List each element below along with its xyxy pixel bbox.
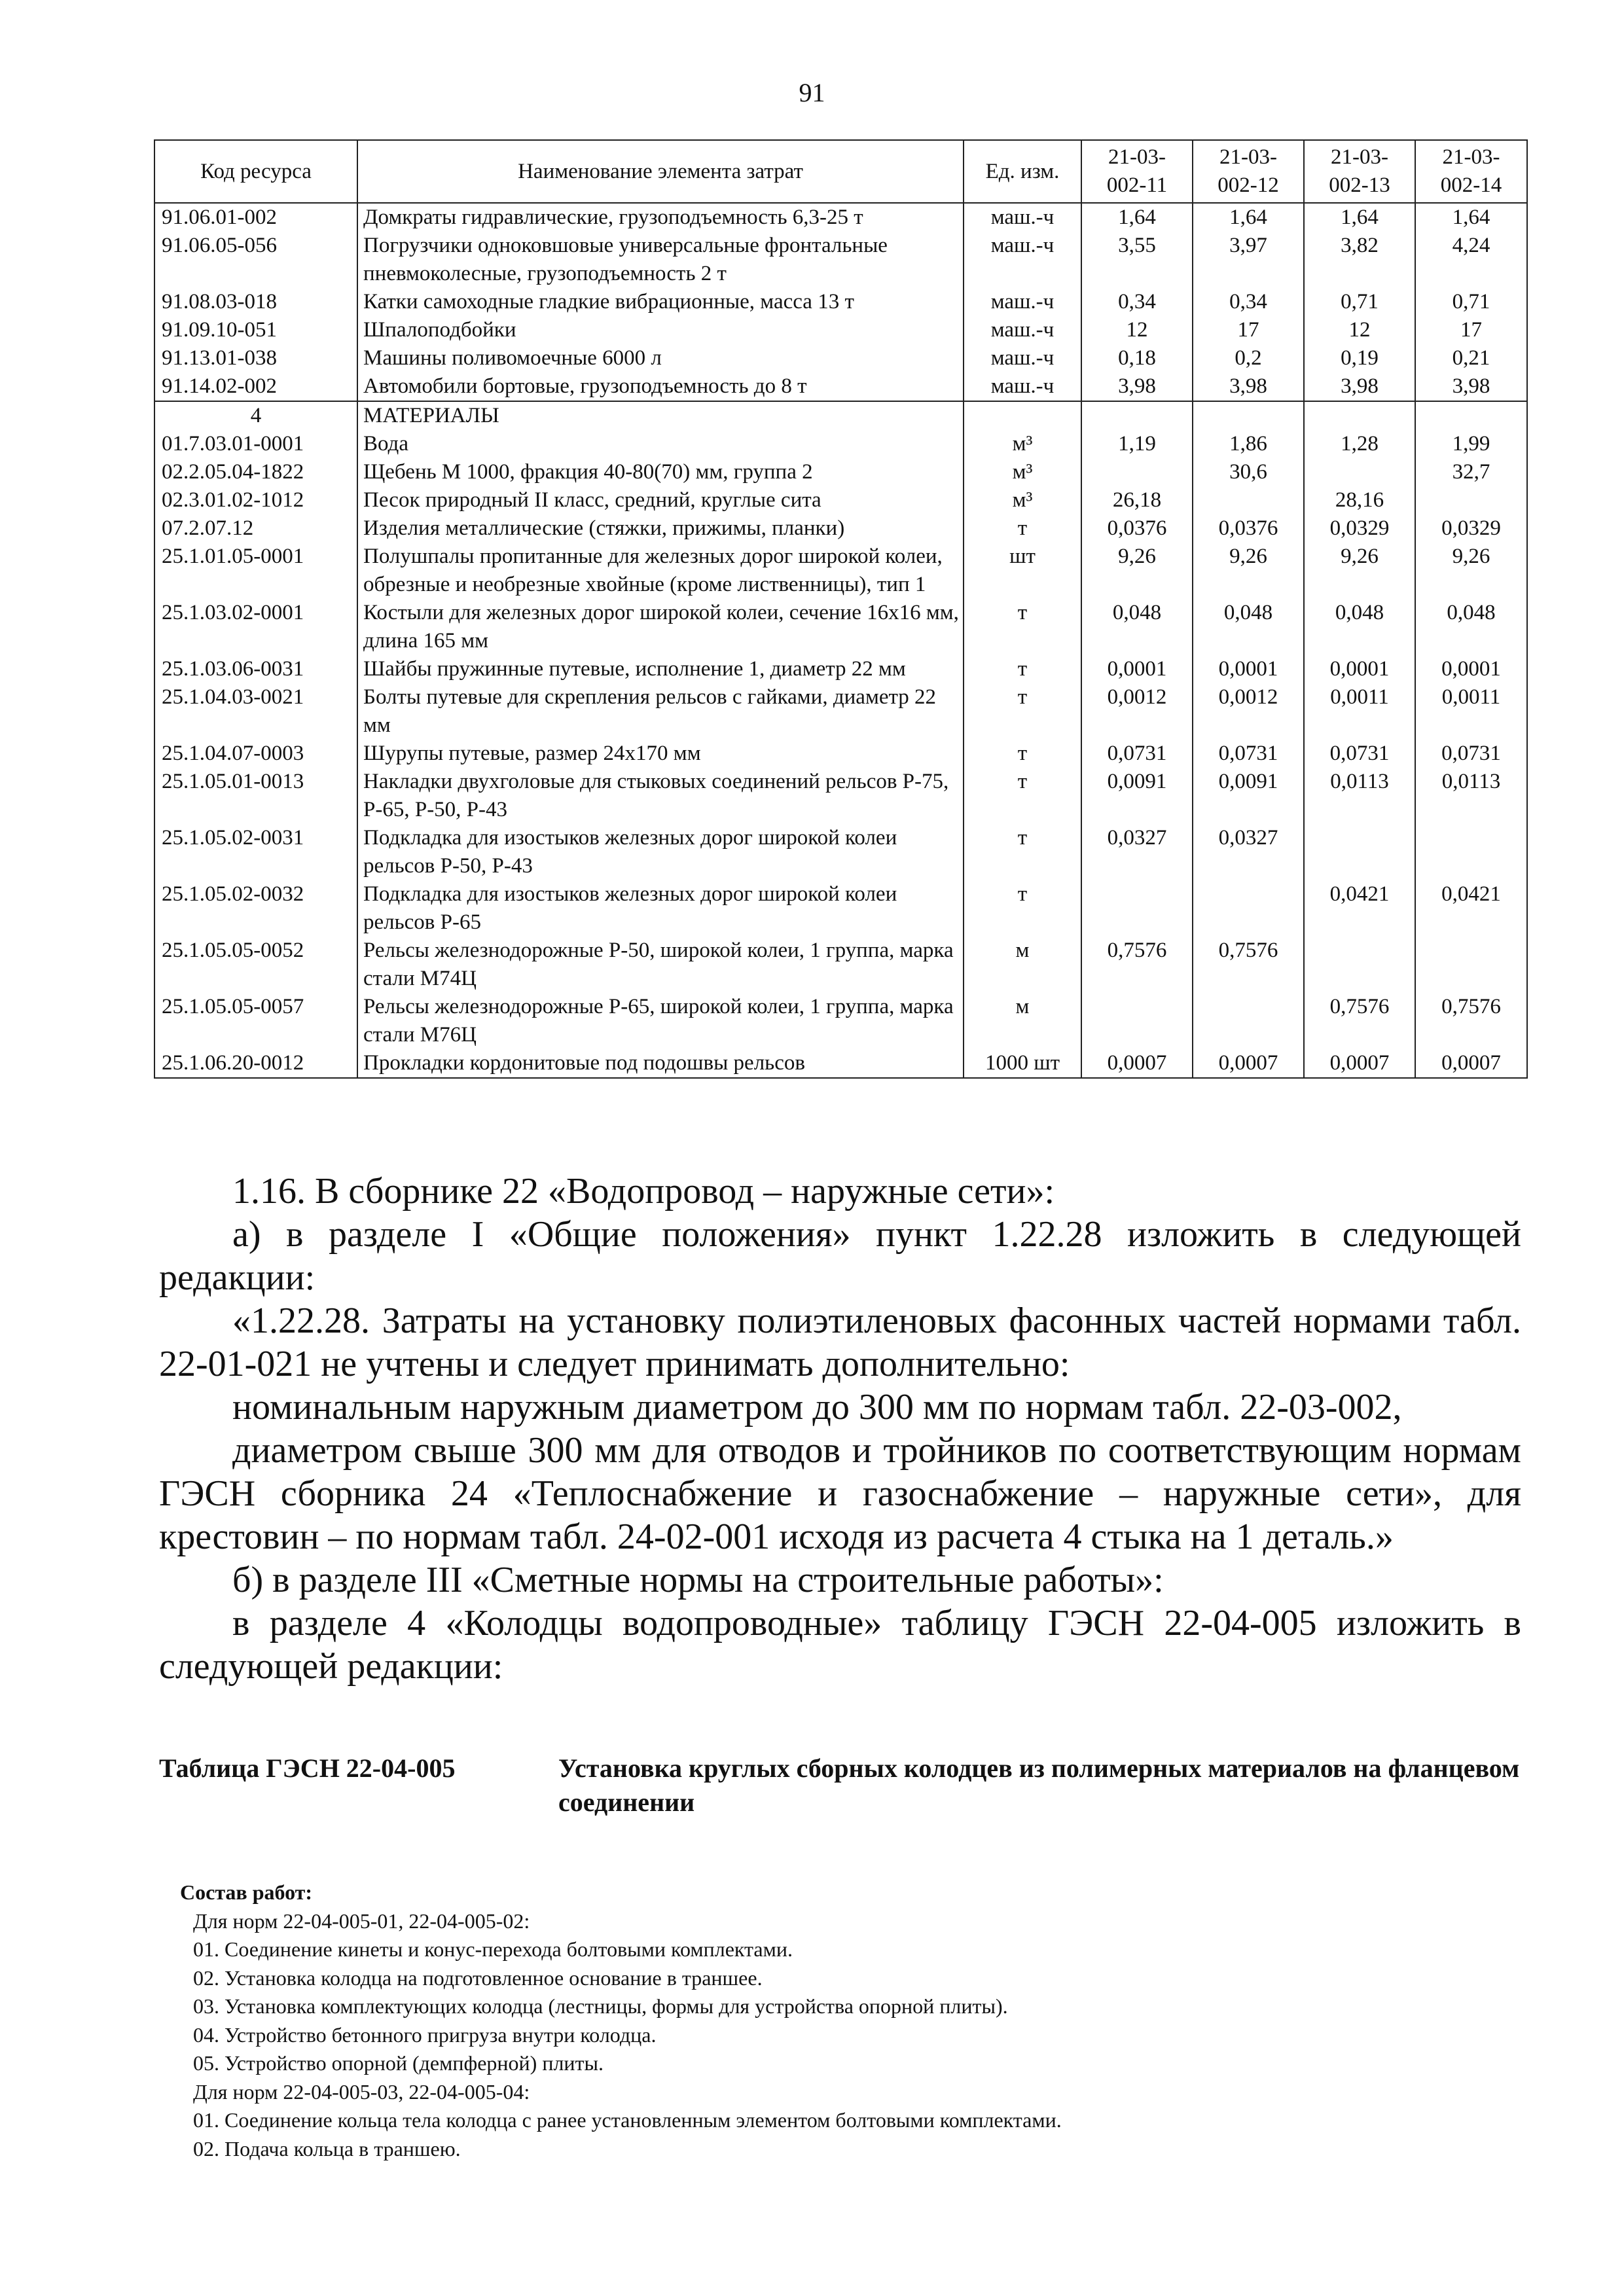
- cell-value-2: 1,64: [1193, 203, 1304, 232]
- table-row: [154, 880, 1527, 937]
- table-row: [154, 486, 1527, 514]
- cell-code: 25.1.01.05-0001: [154, 543, 357, 599]
- cell-code: 25.1.03.02-0001: [154, 599, 357, 655]
- cell-code: 25.1.03.06-0031: [154, 655, 357, 683]
- cell-name: Рельсы железнодорожные Р-50, широкой колеи, 1 группа, марка стали М74Ц: [357, 937, 964, 993]
- cell-name: Костыли для железных дорог широкой колеи, сечение 16х16 мм, длина 165 мм: [357, 599, 964, 655]
- cell-value-2: 0,0007: [1193, 1049, 1304, 1078]
- cell-unit: т: [964, 824, 1081, 880]
- cell-unit: т: [964, 880, 1081, 937]
- cell-value-2: 0,0376: [1193, 514, 1304, 543]
- cell-code: 25.1.04.03-0021: [154, 683, 357, 740]
- header-code: Код ресурса: [154, 140, 357, 203]
- cell-value-3: 0,0421: [1304, 880, 1415, 937]
- cell-value-2: 3,98: [1193, 372, 1304, 401]
- table-row: [154, 599, 1527, 655]
- cell-unit: т: [964, 655, 1081, 683]
- cell-value-4: 0,0329: [1415, 514, 1527, 543]
- cell-value-4: 0,71: [1415, 288, 1527, 316]
- cell-value-1: 0,0012: [1081, 683, 1193, 740]
- cell-value-3: 0,048: [1304, 599, 1415, 655]
- cell-name: Вода: [357, 430, 964, 458]
- cell-unit: маш.-ч: [964, 203, 1081, 232]
- cell-value-4: [1415, 824, 1527, 880]
- table-row: [154, 683, 1527, 740]
- cell-value-3: 0,71: [1304, 288, 1415, 316]
- cell-code: 07.2.07.12: [154, 514, 357, 543]
- cell-value-3: 1,64: [1304, 203, 1415, 232]
- list-item: Для норм 22-04-005-03, 22-04-005-04:: [193, 2079, 530, 2104]
- cell-code: 01.7.03.01-0001: [154, 430, 357, 458]
- cell-value-1: 9,26: [1081, 543, 1193, 599]
- cell-value-3: [1304, 401, 1415, 430]
- cell-value-4: 0,0001: [1415, 655, 1527, 683]
- cell-name: Изделия металлические (стяжки, прижимы, планки): [357, 514, 964, 543]
- cell-value-3: 0,0731: [1304, 740, 1415, 768]
- cell-value-4: 0,7576: [1415, 993, 1527, 1049]
- cell-name: Накладки двухголовые для стыковых соединений рельсов Р-75, Р-65, Р-50, Р-43: [357, 768, 964, 824]
- cell-value-1: 0,048: [1081, 599, 1193, 655]
- list-item: 03. Установка комплектующих колодца (лестницы, формы для устройства опорной плиты).: [193, 1994, 1008, 2018]
- table-row: [154, 372, 1527, 401]
- cell-value-3: [1304, 824, 1415, 880]
- cell-value-3: 9,26: [1304, 543, 1415, 599]
- cell-name: МАТЕРИАЛЫ: [357, 401, 964, 430]
- paragraph: «1.22.28. Затраты на установку полиэтиленовых фасонных частей нормами табл. 22-01-021 не учтены и следует принимать дополнительно:: [159, 1300, 1521, 1384]
- list-item: 01. Соединение кинеты и конус-перехода болтовыми комплектами.: [193, 1937, 793, 1961]
- cell-name: Болты путевые для скрепления рельсов с гайками, диаметр 22 мм: [357, 683, 964, 740]
- table-row: [154, 316, 1527, 344]
- cell-value-4: 0,0113: [1415, 768, 1527, 824]
- paragraph: а) в разделе I «Общие положения» пункт 1.22.28 изложить в следующей редакции:: [159, 1214, 1521, 1298]
- table-caption-number: Таблица ГЭСН 22-04-005: [159, 1753, 456, 1783]
- header-unit: Ед. изм.: [964, 140, 1081, 203]
- table-row: [154, 344, 1527, 372]
- cell-value-2: [1193, 993, 1304, 1049]
- cell-value-1: 0,0091: [1081, 768, 1193, 824]
- cell-name: Подкладка для изостыков железных дорог широкой колеи рельсов Р-65: [357, 880, 964, 937]
- cell-value-4: 0,0007: [1415, 1049, 1527, 1078]
- cell-value-1: [1081, 880, 1193, 937]
- table-caption-title: Установка круглых сборных колодцев из полимерных материалов на фланцевом соединении: [558, 1753, 1520, 1817]
- table-row: [154, 288, 1527, 316]
- cell-value-2: 30,6: [1193, 458, 1304, 486]
- body-text: [159, 1170, 1521, 1688]
- cell-unit: м³: [964, 458, 1081, 486]
- cell-value-4: [1415, 401, 1527, 430]
- cell-code: 25.1.05.02-0031: [154, 824, 357, 880]
- table-row: [154, 740, 1527, 768]
- cell-value-3: 12: [1304, 316, 1415, 344]
- cell-name: Шурупы путевые, размер 24х170 мм: [357, 740, 964, 768]
- cell-unit: т: [964, 514, 1081, 543]
- cell-code: 25.1.05.02-0032: [154, 880, 357, 937]
- cell-value-3: 3,82: [1304, 232, 1415, 288]
- cell-unit: маш.-ч: [964, 316, 1081, 344]
- cell-unit: т: [964, 768, 1081, 824]
- list-item: 04. Устройство бетонного пригруза внутри колодца.: [193, 2022, 657, 2047]
- cell-value-4: [1415, 937, 1527, 993]
- cell-value-1: 1,64: [1081, 203, 1193, 232]
- paragraph: 1.16. В сборнике 22 «Водопровод – наружные сети»:: [232, 1171, 1055, 1211]
- cell-value-3: 0,0329: [1304, 514, 1415, 543]
- cell-value-1: [1081, 401, 1193, 430]
- cell-unit: маш.-ч: [964, 344, 1081, 372]
- cell-value-3: 0,0007: [1304, 1049, 1415, 1078]
- cell-value-3: 0,0001: [1304, 655, 1415, 683]
- cell-value-1: 0,0327: [1081, 824, 1193, 880]
- cell-value-2: 0,0001: [1193, 655, 1304, 683]
- cell-value-4: 0,048: [1415, 599, 1527, 655]
- cell-value-2: [1193, 401, 1304, 430]
- cell-code: 91.13.01-038: [154, 344, 357, 372]
- cell-value-3: 0,0113: [1304, 768, 1415, 824]
- table-row: [154, 937, 1527, 993]
- header-col-1: 21-03- 002-11: [1081, 140, 1193, 203]
- cell-name: Шпалоподбойки: [357, 316, 964, 344]
- list-item: Для норм 22-04-005-01, 22-04-005-02:: [193, 1909, 530, 1933]
- work-composition-header: Состав работ:: [180, 1880, 313, 1904]
- cell-value-2: 9,26: [1193, 543, 1304, 599]
- cell-value-4: 1,99: [1415, 430, 1527, 458]
- cell-value-1: 0,7576: [1081, 937, 1193, 993]
- cell-value-3: 0,7576: [1304, 993, 1415, 1049]
- cell-name: Прокладки кордонитовые под подошвы рельсов: [357, 1049, 964, 1078]
- cell-value-1: 12: [1081, 316, 1193, 344]
- cell-code: 91.06.01-002: [154, 203, 357, 232]
- cell-name: Автомобили бортовые, грузоподъемность до 8 т: [357, 372, 964, 401]
- cell-value-2: [1193, 486, 1304, 514]
- cell-unit: 1000 шт: [964, 1049, 1081, 1078]
- cell-value-2: 3,97: [1193, 232, 1304, 288]
- cell-code: 91.09.10-051: [154, 316, 357, 344]
- cell-value-2: 0,7576: [1193, 937, 1304, 993]
- paragraph: диаметром свыше 300 мм для отводов и тройников по соответствующим нормам ГЭСН сборника 24 «Теплоснабжение и газоснабжение – наружные сети», для крестовин – по нормам табл. 24-02-001 исходя из расчета 4 стыка на 1 деталь.»: [159, 1430, 1521, 1557]
- paragraph: в разделе 4 «Колодцы водопроводные» таблицу ГЭСН 22-04-005 изложить в следующей редакции:: [159, 1603, 1521, 1687]
- paragraph: номинальным наружным диаметром до 300 мм по нормам табл. 22-03-002,: [232, 1387, 1402, 1427]
- cell-value-4: 0,0731: [1415, 740, 1527, 768]
- cell-value-4: 17: [1415, 316, 1527, 344]
- cell-value-4: [1415, 486, 1527, 514]
- header-col-2: 21-03- 002-12: [1193, 140, 1304, 203]
- cell-code: 4: [154, 401, 357, 430]
- table-row: [154, 1049, 1527, 1078]
- cell-unit: шт: [964, 543, 1081, 599]
- cell-unit: м³: [964, 430, 1081, 458]
- cell-code: 02.3.01.02-1012: [154, 486, 357, 514]
- cell-name: Машины поливомоечные 6000 л: [357, 344, 964, 372]
- cell-value-4: 0,21: [1415, 344, 1527, 372]
- table-row: [154, 543, 1527, 599]
- cell-value-3: 28,16: [1304, 486, 1415, 514]
- cell-code: 91.08.03-018: [154, 288, 357, 316]
- cell-value-1: [1081, 993, 1193, 1049]
- list-item: 02. Подача кольца в траншею.: [193, 2136, 461, 2161]
- cell-unit: т: [964, 740, 1081, 768]
- cell-value-1: 0,0731: [1081, 740, 1193, 768]
- cell-value-4: 0,0421: [1415, 880, 1527, 937]
- cell-value-3: 0,19: [1304, 344, 1415, 372]
- cell-value-3: 1,28: [1304, 430, 1415, 458]
- cell-value-4: 9,26: [1415, 543, 1527, 599]
- table-row: [154, 768, 1527, 824]
- cell-name: Песок природный II класс, средний, круглые сита: [357, 486, 964, 514]
- cell-value-4: 1,64: [1415, 203, 1527, 232]
- cell-unit: т: [964, 599, 1081, 655]
- cell-unit: маш.-ч: [964, 288, 1081, 316]
- cell-name: Погрузчики одноковшовые универсальные фронтальные пневмоколесные, грузоподъемность 2 т: [357, 232, 964, 288]
- list-item: 01. Соединение кольца тела колодца с ранее установленным элементом болтовыми комплектами.: [193, 2108, 1062, 2132]
- table-row: [154, 824, 1527, 880]
- table-row: [154, 401, 1527, 430]
- cell-value-2: [1193, 880, 1304, 937]
- table-row: [154, 514, 1527, 543]
- cell-value-2: 0,0731: [1193, 740, 1304, 768]
- cell-value-1: 0,34: [1081, 288, 1193, 316]
- cell-code: 91.06.05-056: [154, 232, 357, 288]
- cell-value-2: 0,0091: [1193, 768, 1304, 824]
- cell-value-2: 0,2: [1193, 344, 1304, 372]
- cell-value-2: 0,0012: [1193, 683, 1304, 740]
- cell-value-3: [1304, 458, 1415, 486]
- cell-value-2: 0,048: [1193, 599, 1304, 655]
- cell-value-3: 0,0011: [1304, 683, 1415, 740]
- cell-value-3: [1304, 937, 1415, 993]
- cell-unit: м³: [964, 486, 1081, 514]
- cell-value-1: 0,18: [1081, 344, 1193, 372]
- cell-value-1: 26,18: [1081, 486, 1193, 514]
- cell-unit: м: [964, 993, 1081, 1049]
- cell-value-4: 4,24: [1415, 232, 1527, 288]
- cell-name: Шайбы пружинные путевые, исполнение 1, диаметр 22 мм: [357, 655, 964, 683]
- cell-code: 91.14.02-002: [154, 372, 357, 401]
- cell-name: Катки самоходные гладкие вибрационные, масса 13 т: [357, 288, 964, 316]
- list-item: 02. Установка колодца на подготовленное основание в траншее.: [193, 1965, 763, 1990]
- cell-value-2: 0,0327: [1193, 824, 1304, 880]
- cell-unit: маш.-ч: [964, 232, 1081, 288]
- cell-value-1: [1081, 458, 1193, 486]
- cell-unit: м: [964, 937, 1081, 993]
- table-row: [154, 655, 1527, 683]
- cell-name: Рельсы железнодорожные Р-65, широкой колеи, 1 группа, марка стали М76Ц: [357, 993, 964, 1049]
- page-number: 91: [799, 78, 825, 107]
- cell-value-1: 3,55: [1081, 232, 1193, 288]
- cell-value-2: 17: [1193, 316, 1304, 344]
- resources-table: [154, 139, 1528, 1079]
- cell-value-4: 0,0011: [1415, 683, 1527, 740]
- work-composition: [180, 1878, 1522, 2163]
- cell-value-2: 0,34: [1193, 288, 1304, 316]
- cell-unit: маш.-ч: [964, 372, 1081, 401]
- cell-code: 25.1.06.20-0012: [154, 1049, 357, 1078]
- cell-value-1: 1,19: [1081, 430, 1193, 458]
- cell-value-3: 3,98: [1304, 372, 1415, 401]
- header-col-4: 21-03- 002-14: [1415, 140, 1527, 203]
- cell-value-1: 0,0001: [1081, 655, 1193, 683]
- cell-unit: т: [964, 683, 1081, 740]
- cell-value-1: 0,0007: [1081, 1049, 1193, 1078]
- cell-value-1: 3,98: [1081, 372, 1193, 401]
- table-row: [154, 232, 1527, 288]
- table-header-row: [154, 140, 1527, 203]
- cell-code: 25.1.05.05-0052: [154, 937, 357, 993]
- list-item: 05. Устройство опорной (демпферной) плиты.: [193, 2051, 604, 2075]
- cell-code: 25.1.05.05-0057: [154, 993, 357, 1049]
- header-name: Наименование элемента затрат: [357, 140, 964, 203]
- cell-value-4: 3,98: [1415, 372, 1527, 401]
- cell-code: 02.2.05.04-1822: [154, 458, 357, 486]
- cell-name: Подкладка для изостыков железных дорог широкой колеи рельсов Р-50, Р-43: [357, 824, 964, 880]
- cell-value-2: 1,86: [1193, 430, 1304, 458]
- table-row: [154, 458, 1527, 486]
- table-row: [154, 430, 1527, 458]
- table-row: [154, 203, 1527, 232]
- cell-value-4: 32,7: [1415, 458, 1527, 486]
- cell-name: Полушпалы пропитанные для железных дорог широкой колеи, обрезные и необрезные хвойные (кроме лиственницы), тип 1: [357, 543, 964, 599]
- cell-value-1: 0,0376: [1081, 514, 1193, 543]
- cell-code: 25.1.04.07-0003: [154, 740, 357, 768]
- cell-name: Домкраты гидравлические, грузоподъемность 6,3-25 т: [357, 203, 964, 232]
- cell-unit: [964, 401, 1081, 430]
- header-col-3: 21-03- 002-13: [1304, 140, 1415, 203]
- paragraph: б) в разделе III «Сметные нормы на строительные работы»:: [232, 1560, 1164, 1600]
- cell-name: Щебень М 1000, фракция 40-80(70) мм, группа 2: [357, 458, 964, 486]
- table-row: [154, 993, 1527, 1049]
- cell-code: 25.1.05.01-0013: [154, 768, 357, 824]
